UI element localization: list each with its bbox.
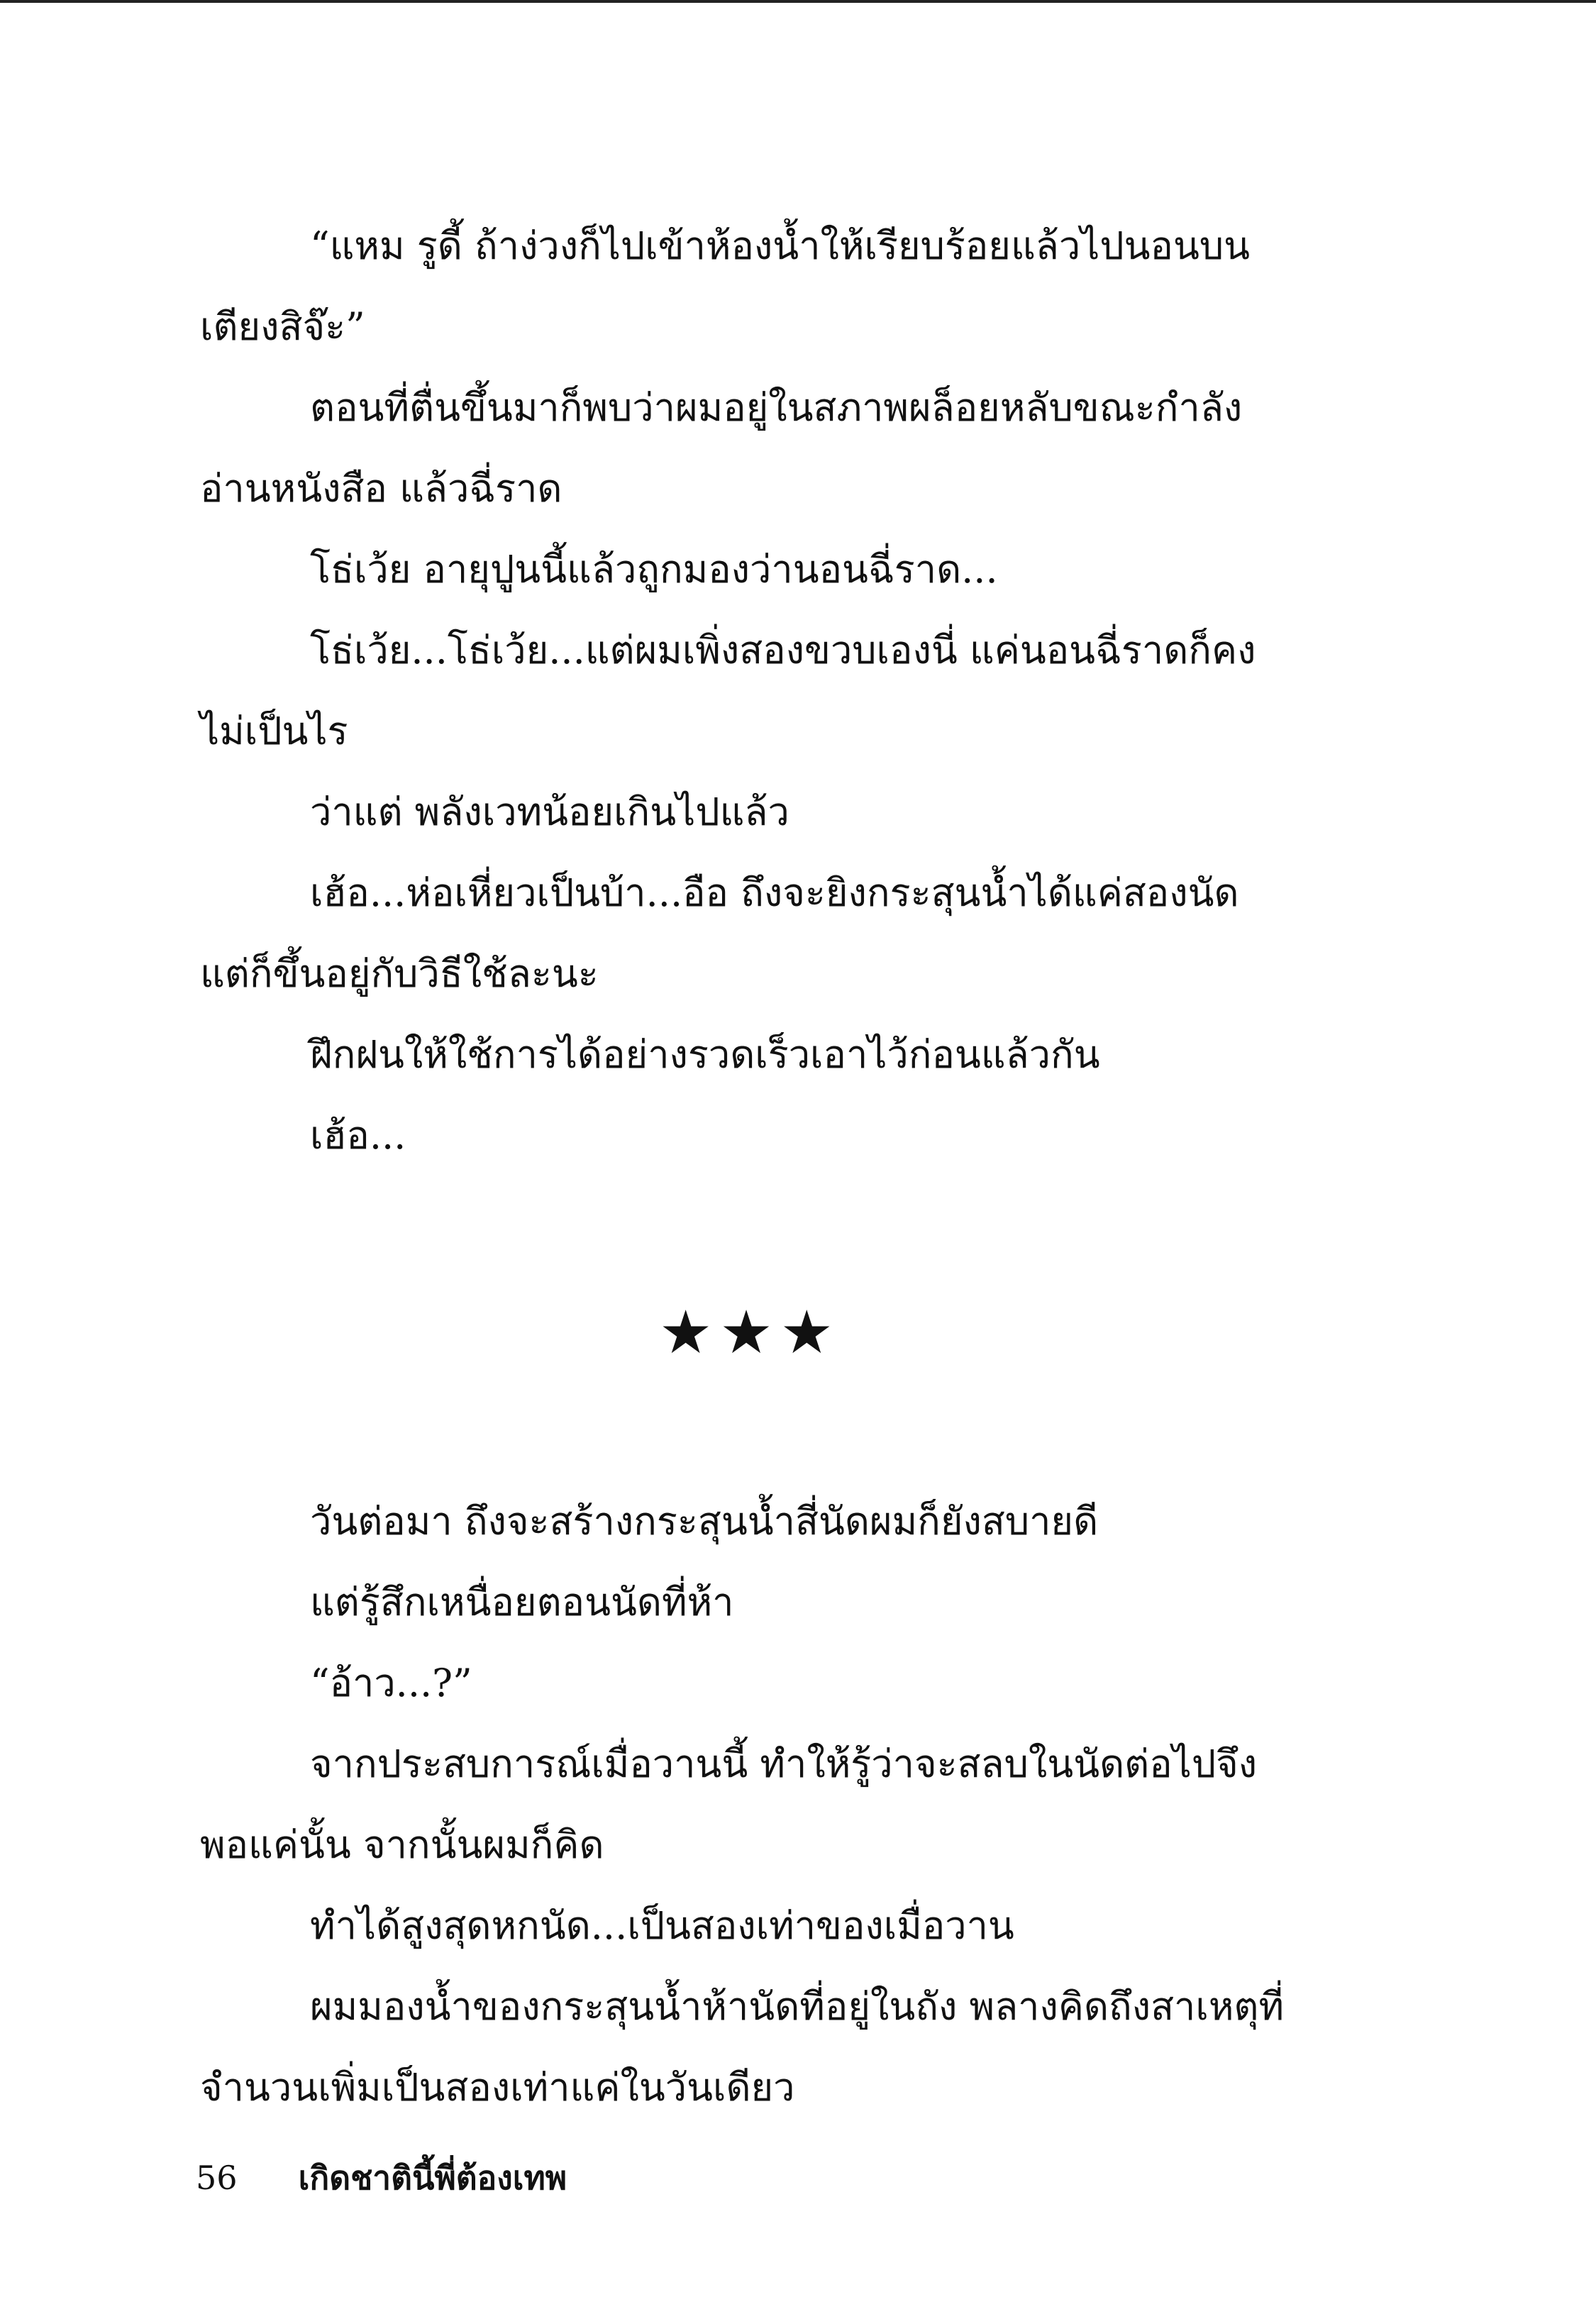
paragraph-5: ว่าแต่ พลังเวทน้อยเกินไปแล้ว [310, 790, 789, 834]
paragraph-4: โธ่เว้ย...โธ่เว้ย...แต่ผมเพิ่งสองขวบเองนี่ แค่นอนฉี่ราดก็คงไม่เป็นไร [200, 628, 1256, 753]
paragraph-3: โธ่เว้ย อายุปูนนี้แล้วถูกมองว่านอนฉี่ราด... [310, 547, 998, 592]
paragraph-12: จากประสบการณ์เมื่อวานนี้ ทำให้รู้ว่าจะสลบในนัดต่อไปจึงพอแค่นั้น จากนั้นผมก็คิด [200, 1742, 1258, 1867]
paragraph-8: เฮ้อ... [310, 1113, 406, 1158]
paragraph-1: “แหม รูดี้ ถ้าง่วงก็ไปเข้าห้องน้ำให้เรียบร้อยแล้วไปนอนบนเตียงสิจ๊ะ” [200, 223, 1251, 349]
top-border-line [0, 0, 1596, 3]
book-title: เกิดชาตินี้พี่ต้องเทพ [298, 2159, 567, 2197]
paragraph-9: วันต่อมา ถึงจะสร้างกระสุนน้ำสี่นัดผมก็ยังสบายดี [310, 1499, 1099, 1544]
paragraph-7: ฝึกฝนให้ใช้การได้อย่างรวดเร็วเอาไว้ก่อนแล้วกัน [310, 1032, 1100, 1077]
paragraph-14: ผมมองน้ำของกระสุนน้ำห้านัดที่อยู่ในถัง พลางคิดถึงสาเหตุที่จำนวนเพิ่มเป็นสองเท่าแค่ในวันเดียว [200, 1984, 1285, 2110]
paragraph-2: ตอนที่ตื่นขึ้นมาก็พบว่าผมอยู่ในสภาพผล็อยหลับขณะกำลังอ่านหนังสือ แล้วฉี่ราด [200, 385, 1243, 511]
page-body [200, 206, 1299, 2128]
paragraph-6: เฮ้อ...ห่อเหี่ยวเป็นบ้า...อือ ถึงจะยิงกระสุนน้ำได้แค่สองนัด แต่ก็ขึ้นอยู่กับวิธีใช้ละนะ [200, 870, 1239, 996]
paragraph-11: “อ้าว...?” [310, 1661, 472, 1705]
page-number: 56 [196, 2159, 238, 2197]
page-footer [196, 2157, 567, 2199]
paragraph-13: ทำได้สูงสุดหกนัด...เป็นสองเท่าของเมื่อวาน [310, 1903, 1014, 1948]
section-break-stars: ★★★ [659, 1297, 841, 1367]
paragraph-10: แต่รู้สึกเหนื่อยตอนนัดที่ห้า [310, 1580, 734, 1624]
